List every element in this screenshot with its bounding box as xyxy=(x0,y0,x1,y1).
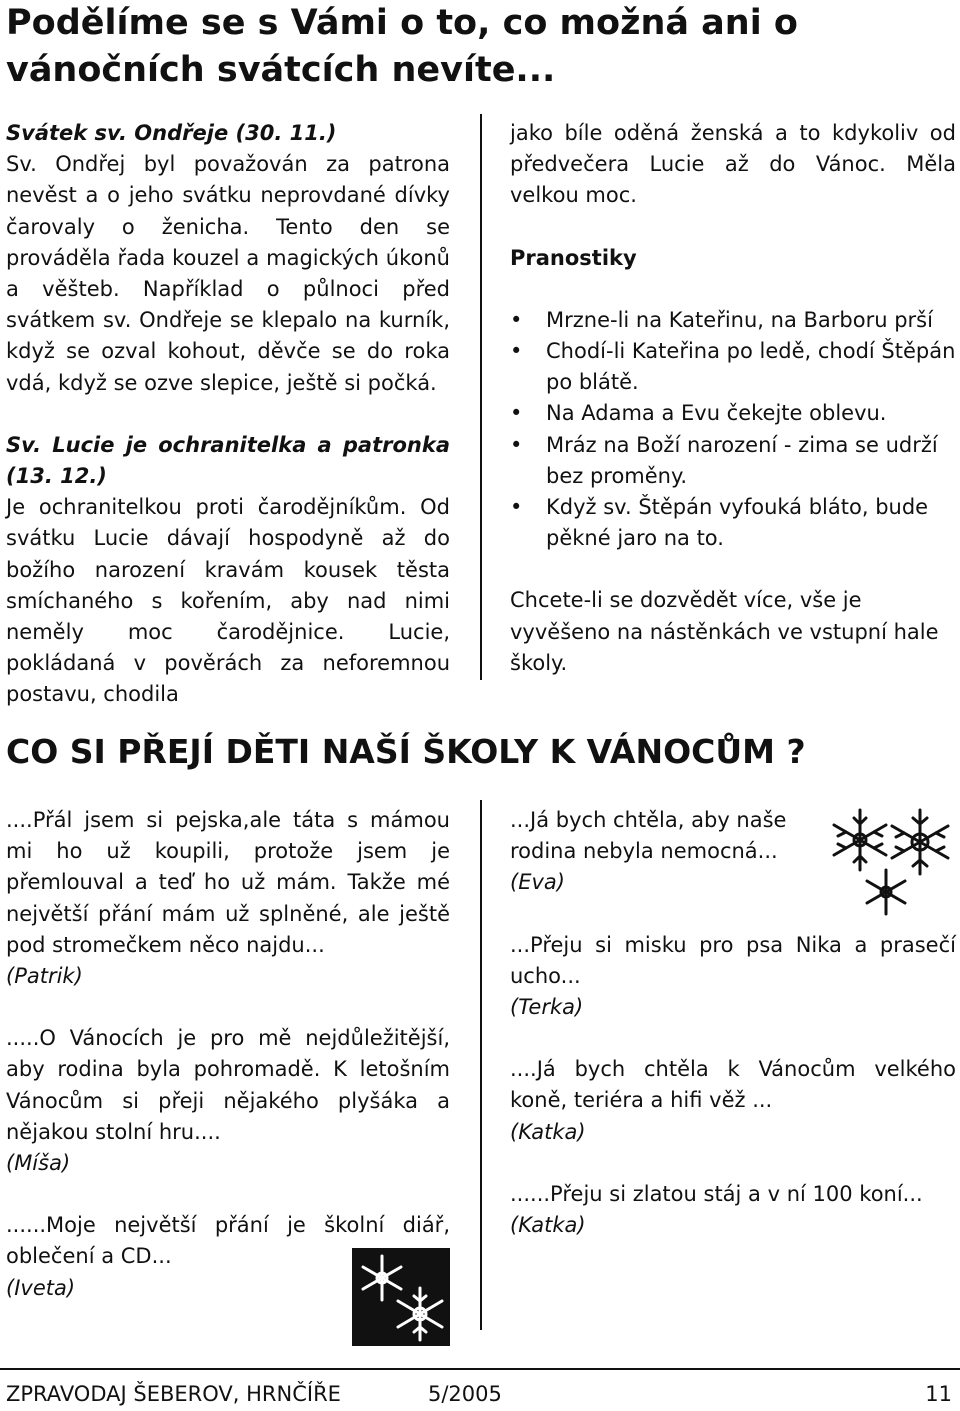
bullet-icon: • xyxy=(510,401,523,426)
wishes-left-column xyxy=(6,805,450,1304)
bullet-icon: • xyxy=(510,307,523,332)
wish-text: ....Přál jsem si pejska,ale táta s mámou mi ho už koupili, protože jsem je přemlouval a teď ho už mám. Takže mé největší přání mám už splněné, ale ještě pod stromečkem něco najdu... xyxy=(6,808,450,957)
andrew-heading: Svátek sv. Ondřeje (30. 11.) xyxy=(6,121,337,145)
snowflake-cluster-icon xyxy=(820,800,958,918)
lucie-text-part1: Je ochranitelkou proti čarodějníkům. Od svátku Lucie dávají hospodyně až do božího narození kravám kousek těsta smíchaného s kořením, aby nad nimi neměly moc čarodějnice. Lucie, pokládaná v pověrách za neforemnou postavu, chodila xyxy=(6,495,450,707)
wish-text: ...Já bych chtěla, aby naše rodina nebyla nemocná... xyxy=(510,808,787,864)
andrew-text: Sv. Ondřej byl považován za patrona nevěst a o jeho svátku neprovdané dívky čarovaly o ženicha. Tento den se prováděla řada kouzel a magických úkonů a věšteb. Například o půlnoci před svátkem sv. Ondřeje se klepalo na kurník, když se ozval kohout, děvče se do roka vdá, když se ozve slepice, ještě si počká. xyxy=(6,152,450,395)
wish-text: ...Přeju si misku pro psa Nika a prasečí ucho... xyxy=(510,932,956,988)
list-item: • Chodí-li Kateřina po ledě, chodí Štěpán po blátě. xyxy=(510,336,956,398)
bullet-icon: • xyxy=(510,495,523,520)
wish-text: ....Já bych chtěla k Vánocům velkého koně, teriéra a hifi věž ... xyxy=(510,1057,956,1113)
list-item: • Mrzne-li na Kateřinu, na Barboru prší xyxy=(510,305,956,336)
bullet-icon: • xyxy=(510,339,523,364)
lucie-heading: Sv. Lucie je ochranitelka a patronka (13. 12.) xyxy=(6,432,450,489)
snowflake-cluster-icon xyxy=(352,1248,450,1346)
wish-author: (Patrik) xyxy=(6,964,83,989)
list-item: • Mráz na Boží narození - zima se udrží bez proměny. xyxy=(510,430,956,492)
closing-note: Chcete-li se dozvědět více, vše je vyvěšeno na nástěnkách ve vstupní hale školy. xyxy=(510,588,939,675)
footer-issue: 5/2005 xyxy=(428,1382,502,1406)
column-divider-bottom xyxy=(480,800,482,1330)
wish-text: .....O Vánocích je pro mě nejdůležitější, aby rodina byla pohromadě. K letošním Vánocům si přeji nějakého plyšáka a nějakou stolní hru.... xyxy=(6,1026,450,1144)
wish-author: (Terka) xyxy=(510,995,584,1020)
list-item: • Na Adama a Evu čekejte oblevu. xyxy=(510,398,956,429)
wish-text: ......Přeju si zlatou stáj a v ní 100 koní... xyxy=(510,1181,923,1206)
wish-author: (Katka) xyxy=(510,1213,586,1238)
lucie-text-part2: jako bíle oděná ženská a to kdykoliv od předvečera Lucie až do Vánoc. Měla velkou moc. xyxy=(510,121,956,208)
article-right-column xyxy=(510,118,956,679)
wish-author: (Iveta) xyxy=(6,1275,76,1300)
wish-author: (Eva) xyxy=(510,870,565,895)
article-left-column xyxy=(6,118,450,711)
section-heading: CO SI PŘEJÍ DĚTI NAŠÍ ŠKOLY K VÁNOCŮM ? xyxy=(6,732,806,771)
page-title: Podělíme se s Vámi o to, co možná ani o vánočních svátcích nevíte... xyxy=(6,3,798,90)
list-item: • Když sv. Štěpán vyfouká bláto, bude pěkné jaro na to. xyxy=(510,492,956,554)
pranostiky-list xyxy=(510,305,956,555)
wish-author: (Míša) xyxy=(6,1151,71,1176)
wish-author: (Katka) xyxy=(510,1119,586,1144)
footer-publication: ZPRAVODAJ ŠEBEROV, HRNČÍŘE xyxy=(6,1382,341,1406)
footer-page-number: 11 xyxy=(925,1382,952,1406)
column-divider-top xyxy=(480,114,482,680)
pranostiky-heading: Pranostiky xyxy=(510,245,637,270)
wish-text: ......Moje největší přání je školní diář, oblečení a CD... xyxy=(6,1213,450,1269)
footer-rule xyxy=(0,1368,960,1370)
bullet-icon: • xyxy=(510,432,523,457)
